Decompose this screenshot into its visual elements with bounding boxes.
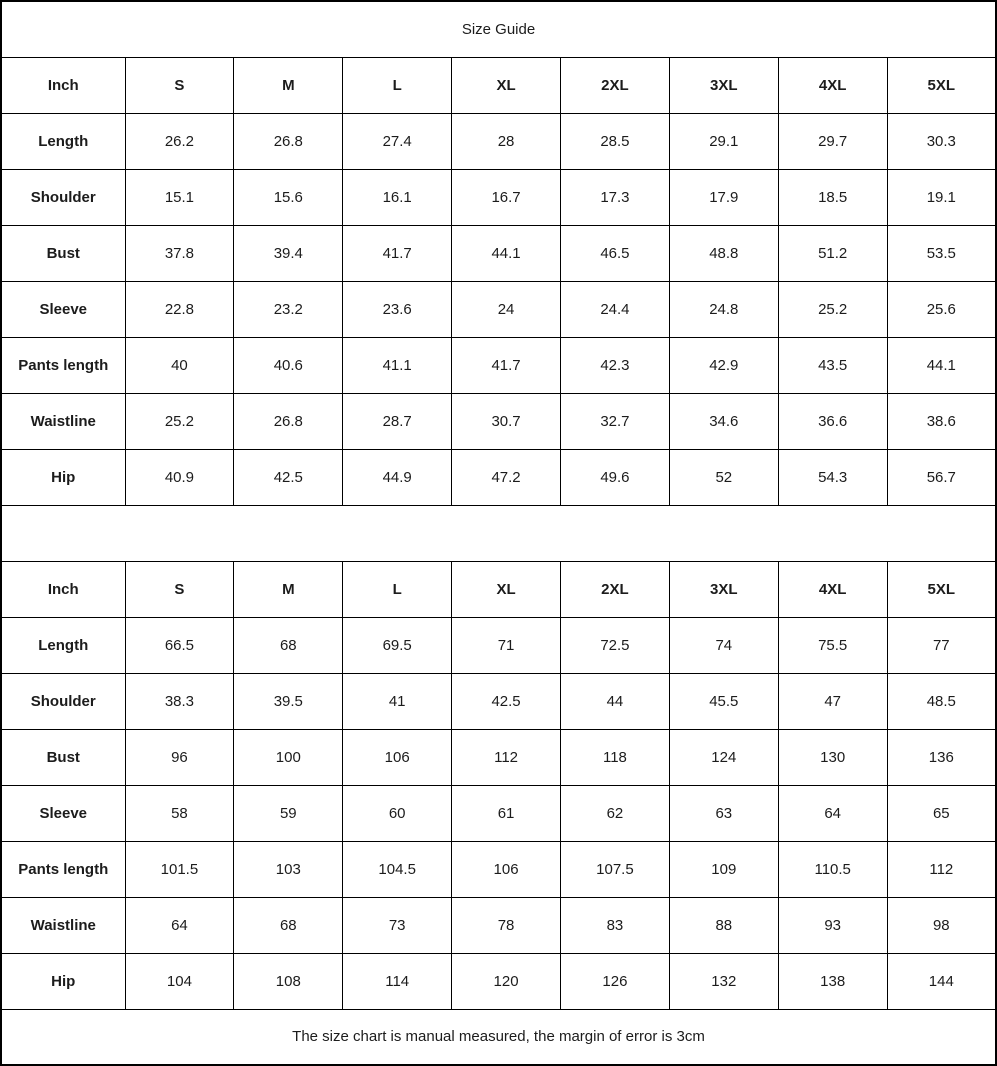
footer-row (1, 1009, 996, 1065)
measurement-value-cell: 17.9 (669, 169, 778, 225)
measurement-value-cell: 15.1 (125, 169, 234, 225)
size-column-header: 2XL (561, 561, 670, 617)
measurement-value-cell: 138 (778, 953, 887, 1009)
measurement-value-cell: 132 (669, 953, 778, 1009)
measurement-value-cell: 103 (234, 841, 343, 897)
size-column-header: XL (452, 57, 561, 113)
measurement-value-cell: 19.1 (887, 169, 996, 225)
measurement-value-cell: 41.7 (452, 337, 561, 393)
measurement-label: Bust (1, 729, 125, 785)
measurement-value-cell: 23.2 (234, 281, 343, 337)
measurement-value-cell: 63 (669, 785, 778, 841)
measurement-value-cell: 28.7 (343, 393, 452, 449)
measurement-value-cell: 49.6 (561, 449, 670, 505)
measurement-row (1, 953, 996, 1009)
measurement-value-cell: 100 (234, 729, 343, 785)
measurement-value-cell: 16.1 (343, 169, 452, 225)
measurement-value-cell: 78 (452, 897, 561, 953)
measurement-row (1, 393, 996, 449)
measurement-value-cell: 30.7 (452, 393, 561, 449)
measurement-value-cell: 51.2 (778, 225, 887, 281)
measurement-value-cell: 45.5 (669, 673, 778, 729)
measurement-value-cell: 114 (343, 953, 452, 1009)
measurement-value-cell: 74 (669, 617, 778, 673)
measurement-label: Length (1, 617, 125, 673)
measurement-value-cell: 24.4 (561, 281, 670, 337)
measurement-value-cell: 40.6 (234, 337, 343, 393)
measurement-value-cell: 47 (778, 673, 887, 729)
spacer-section (1, 505, 996, 561)
measurement-value-cell: 44.1 (452, 225, 561, 281)
measurement-value-cell: 72.5 (561, 617, 670, 673)
measurement-value-cell: 38.3 (125, 673, 234, 729)
measurement-value-cell: 47.2 (452, 449, 561, 505)
measurement-value-cell: 61 (452, 785, 561, 841)
measurement-value-cell: 30.3 (887, 113, 996, 169)
measurement-value-cell: 60 (343, 785, 452, 841)
measurement-value-cell: 26.2 (125, 113, 234, 169)
measurement-value-cell: 77 (887, 617, 996, 673)
measurement-value-cell: 17.3 (561, 169, 670, 225)
measurement-value-cell: 64 (778, 785, 887, 841)
measurement-value-cell: 26.8 (234, 113, 343, 169)
measurement-label: Hip (1, 449, 125, 505)
measurement-value-cell: 66.5 (125, 617, 234, 673)
unit-label: Inch (1, 57, 125, 113)
page-title: Size Guide (1, 1, 996, 57)
measurement-label: Sleeve (1, 785, 125, 841)
measurement-row (1, 841, 996, 897)
spacer-row (1, 505, 996, 561)
measurement-value-cell: 40.9 (125, 449, 234, 505)
size-column-header: 3XL (669, 561, 778, 617)
measurement-value-cell: 29.7 (778, 113, 887, 169)
measurement-value-cell: 42.3 (561, 337, 670, 393)
size-table-bottom (1, 561, 996, 1009)
measurement-value-cell: 56.7 (887, 449, 996, 505)
measurement-value-cell: 39.5 (234, 673, 343, 729)
measurement-value-cell: 38.6 (887, 393, 996, 449)
measurement-label: Length (1, 113, 125, 169)
measurement-row (1, 729, 996, 785)
measurement-value-cell: 25.2 (778, 281, 887, 337)
measurement-value-cell: 112 (452, 729, 561, 785)
measurement-value-cell: 69.5 (343, 617, 452, 673)
measurement-label: Sleeve (1, 281, 125, 337)
measurement-value-cell: 65 (887, 785, 996, 841)
measurement-value-cell: 23.6 (343, 281, 452, 337)
measurement-value-cell: 24.8 (669, 281, 778, 337)
measurement-row (1, 785, 996, 841)
measurement-value-cell: 39.4 (234, 225, 343, 281)
measurement-value-cell: 41.1 (343, 337, 452, 393)
measurement-value-cell: 144 (887, 953, 996, 1009)
size-column-header: S (125, 561, 234, 617)
measurement-row (1, 113, 996, 169)
measurement-row (1, 673, 996, 729)
size-column-header: L (343, 57, 452, 113)
measurement-value-cell: 44.1 (887, 337, 996, 393)
measurement-value-cell: 101.5 (125, 841, 234, 897)
measurement-value-cell: 104 (125, 953, 234, 1009)
measurement-value-cell: 24 (452, 281, 561, 337)
measurement-value-cell: 27.4 (343, 113, 452, 169)
measurement-value-cell: 36.6 (778, 393, 887, 449)
size-column-header: L (343, 561, 452, 617)
measurement-row (1, 225, 996, 281)
measurement-value-cell: 124 (669, 729, 778, 785)
measurement-value-cell: 48.8 (669, 225, 778, 281)
size-column-header: 4XL (778, 57, 887, 113)
measurement-value-cell: 71 (452, 617, 561, 673)
measurement-value-cell: 83 (561, 897, 670, 953)
measurement-value-cell: 29.1 (669, 113, 778, 169)
measurement-value-cell: 107.5 (561, 841, 670, 897)
measurement-value-cell: 26.8 (234, 393, 343, 449)
measurement-value-cell: 43.5 (778, 337, 887, 393)
size-column-header: 3XL (669, 57, 778, 113)
title-section (1, 1, 996, 57)
measurement-value-cell: 22.8 (125, 281, 234, 337)
measurement-value-cell: 126 (561, 953, 670, 1009)
measurement-value-cell: 108 (234, 953, 343, 1009)
measurement-value-cell: 44 (561, 673, 670, 729)
measurement-value-cell: 42.5 (234, 449, 343, 505)
measurement-value-cell: 16.7 (452, 169, 561, 225)
measurement-value-cell: 41 (343, 673, 452, 729)
size-column-header: 2XL (561, 57, 670, 113)
measurement-value-cell: 110.5 (778, 841, 887, 897)
measurement-value-cell: 120 (452, 953, 561, 1009)
measurement-row (1, 281, 996, 337)
measurement-value-cell: 96 (125, 729, 234, 785)
measurement-value-cell: 52 (669, 449, 778, 505)
measurement-value-cell: 25.2 (125, 393, 234, 449)
measurement-value-cell: 59 (234, 785, 343, 841)
measurement-row (1, 897, 996, 953)
measurement-value-cell: 68 (234, 617, 343, 673)
size-column-header: S (125, 57, 234, 113)
size-header-row (1, 57, 996, 113)
measurement-value-cell: 42.5 (452, 673, 561, 729)
measurement-value-cell: 130 (778, 729, 887, 785)
measurement-value-cell: 106 (343, 729, 452, 785)
measurement-row (1, 169, 996, 225)
measurement-label: Bust (1, 225, 125, 281)
measurement-value-cell: 54.3 (778, 449, 887, 505)
measurement-label: Waistline (1, 897, 125, 953)
measurement-value-cell: 62 (561, 785, 670, 841)
measurement-value-cell: 98 (887, 897, 996, 953)
unit-label: Inch (1, 561, 125, 617)
title-row (1, 1, 996, 57)
measurement-value-cell: 118 (561, 729, 670, 785)
measurement-value-cell: 46.5 (561, 225, 670, 281)
size-column-header: M (234, 561, 343, 617)
measurement-value-cell: 68 (234, 897, 343, 953)
measurement-value-cell: 88 (669, 897, 778, 953)
measurement-label: Waistline (1, 393, 125, 449)
measurement-value-cell: 64 (125, 897, 234, 953)
measurement-value-cell: 37.8 (125, 225, 234, 281)
measurement-label: Shoulder (1, 169, 125, 225)
measurement-value-cell: 112 (887, 841, 996, 897)
measurement-label: Pants length (1, 841, 125, 897)
footer-section (1, 1009, 996, 1065)
size-column-header: 5XL (887, 561, 996, 617)
measurement-value-cell: 25.6 (887, 281, 996, 337)
measurement-value-cell: 109 (669, 841, 778, 897)
measurement-value-cell: 93 (778, 897, 887, 953)
size-table-top (1, 57, 996, 505)
measurement-value-cell: 34.6 (669, 393, 778, 449)
size-column-header: 5XL (887, 57, 996, 113)
measurement-value-cell: 40 (125, 337, 234, 393)
measurement-value-cell: 136 (887, 729, 996, 785)
measurement-label: Pants length (1, 337, 125, 393)
measurement-value-cell: 75.5 (778, 617, 887, 673)
measurement-value-cell: 18.5 (778, 169, 887, 225)
measurement-row (1, 337, 996, 393)
measurement-label: Hip (1, 953, 125, 1009)
measurement-label: Shoulder (1, 673, 125, 729)
measurement-value-cell: 41.7 (343, 225, 452, 281)
measurement-value-cell: 58 (125, 785, 234, 841)
measurement-row (1, 617, 996, 673)
measurement-value-cell: 106 (452, 841, 561, 897)
measurement-value-cell: 15.6 (234, 169, 343, 225)
measurement-value-cell: 73 (343, 897, 452, 953)
size-column-header: M (234, 57, 343, 113)
measurement-row (1, 449, 996, 505)
measurement-value-cell: 32.7 (561, 393, 670, 449)
footer-note: The size chart is manual measured, the margin of error is 3cm (1, 1009, 996, 1065)
measurement-value-cell: 42.9 (669, 337, 778, 393)
table-spacer (1, 505, 996, 561)
measurement-value-cell: 104.5 (343, 841, 452, 897)
size-header-row (1, 561, 996, 617)
measurement-value-cell: 53.5 (887, 225, 996, 281)
measurement-value-cell: 48.5 (887, 673, 996, 729)
measurement-value-cell: 28 (452, 113, 561, 169)
size-column-header: XL (452, 561, 561, 617)
measurement-value-cell: 28.5 (561, 113, 670, 169)
measurement-value-cell: 44.9 (343, 449, 452, 505)
size-column-header: 4XL (778, 561, 887, 617)
